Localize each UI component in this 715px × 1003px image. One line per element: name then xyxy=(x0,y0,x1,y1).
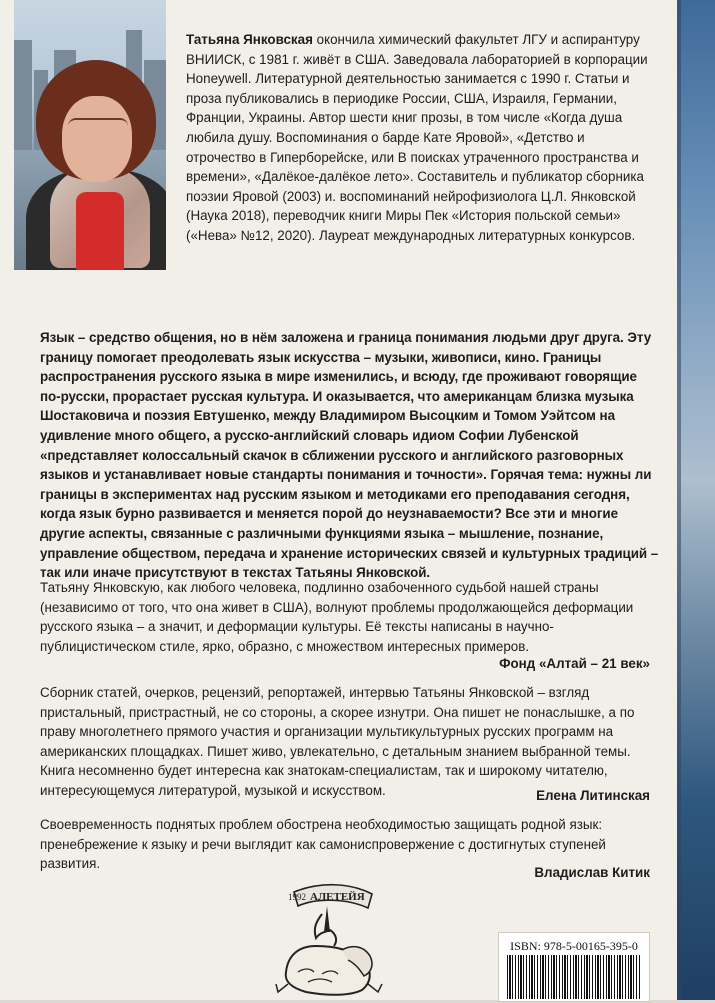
skyline-building xyxy=(14,40,32,150)
review-quote-3: Своевременность поднятых проблем обострена необходимостью защищать родной язык: пренебрежение к языку и речи выглядит как самониспровержение с достигнутых ступеней развития. xyxy=(40,817,606,872)
person-face xyxy=(62,96,132,182)
review-author-2: Елена Литинская xyxy=(536,788,650,803)
review-quote-1: Татьяну Янковскую, как любого человека, подлинно озабоченного судьбой нашей страны (независимо от того, что она живет в США), волнуют проблемы продолжающейся деформации русского языка – а значит, и деформации культуры. Её тексты написаны в научно-публицистическом стиле, ярко, образно, с множеством интересных примеров. xyxy=(40,580,634,654)
book-spine xyxy=(677,0,715,1000)
book-summary: Язык – средство общения, но в нём заложена и граница понимания людьми друг друга. Эту границу помогает преодолевать язык искусства – музыки, живописи, кино. Границы распространения русского языка в мире изменились, и всюду, где проживают говорящие по-русски, прорастает русская культура. И оказывается, что американцам близка музыка Шостаковича и поэзия Евтушенко, между Владимиром Высоцким и Томом Уэйтсом на удивление много общего, а русско-английский словарь идиом Софии Лубенской «представляет колоссальный скачок в сближении русского и английского разговорных языков и устанавливает новые стандарты понимания и точности». Горячая тема: нужны ли границы в экспериментах над русским языком и методиками его преподавания сегодня, когда язык бурно развивается и меняется порой до неузнаваемости? Все эти и многие другие аспекты, связанные с различными функциями языка – мышление, познание, управление обществом, передача и хранение исторических связей и культурных традиций – так или иначе присутствуют в текстах Татьяны Янковской. xyxy=(40,330,659,581)
publisher-logo xyxy=(264,880,394,998)
review-quote-2: Сборник статей, очерков, рецензий, репортажей, интервью Татьяны Янковской – взгляд пристальный, пристрастный, не со стороны, а скорее изнутри. Она пишет не понаслышке, а по праву многолетнего прямого участия и организации мультикультурных русских программ на американских площадках. Пишет живо, увлекательно, с детальным знанием выбранной темы. Книга несомненно будет интересна как знатокам-специалистам, так и широкому читателю, интересующемуся литературой, музыкой и искусством. xyxy=(40,685,635,798)
author-name: Татьяна Янковская xyxy=(186,32,313,47)
isbn-barcode-box xyxy=(498,932,650,1002)
publisher-year: 1992 xyxy=(288,892,306,902)
publisher-name: АЛЕТЕЙЯ xyxy=(310,891,365,903)
person-glasses xyxy=(68,118,128,136)
review-author-3: Владислав Китик xyxy=(534,865,650,880)
review-author-1: Фонд «Алтай – 21 век» xyxy=(499,656,650,671)
isbn-number: ISBN: 978-5-00165-395-0 xyxy=(510,939,638,953)
barcode xyxy=(507,955,641,999)
author-photo xyxy=(14,0,166,270)
author-bio-text: окончила химический факультет ЛГУ и аспирантуру ВНИИСК, с 1981 г. живёт в США. Заведовала лабораторией в корпорации Honeywell. Литературной деятельностью занимается с 1990 г. Статьи и проза публиковались в периодике России, США, Израиля, Германии, Франции, Украины. Автор шести книг прозы, в том числе «Когда душа любила душу. Воспоминания о барде Кате Яровой», «Детство и отрочество в Гиперборейске, или В поисках утраченного пространства и времени», «Далёкое-далёкое лето». Составитель и публикатор сборника поэзии Яровой (2003) и. воспоминаний нейрофизиолога Ц.Л. Янковской (Наука 2018), переводчик книги Миры Пек «История польской семьи» («Нева» №12, 2020). Лауреат международных литературных конкурсов. xyxy=(186,32,648,243)
publisher-logo-svg xyxy=(264,880,394,998)
person-top xyxy=(76,192,124,270)
author-bio xyxy=(186,30,652,246)
